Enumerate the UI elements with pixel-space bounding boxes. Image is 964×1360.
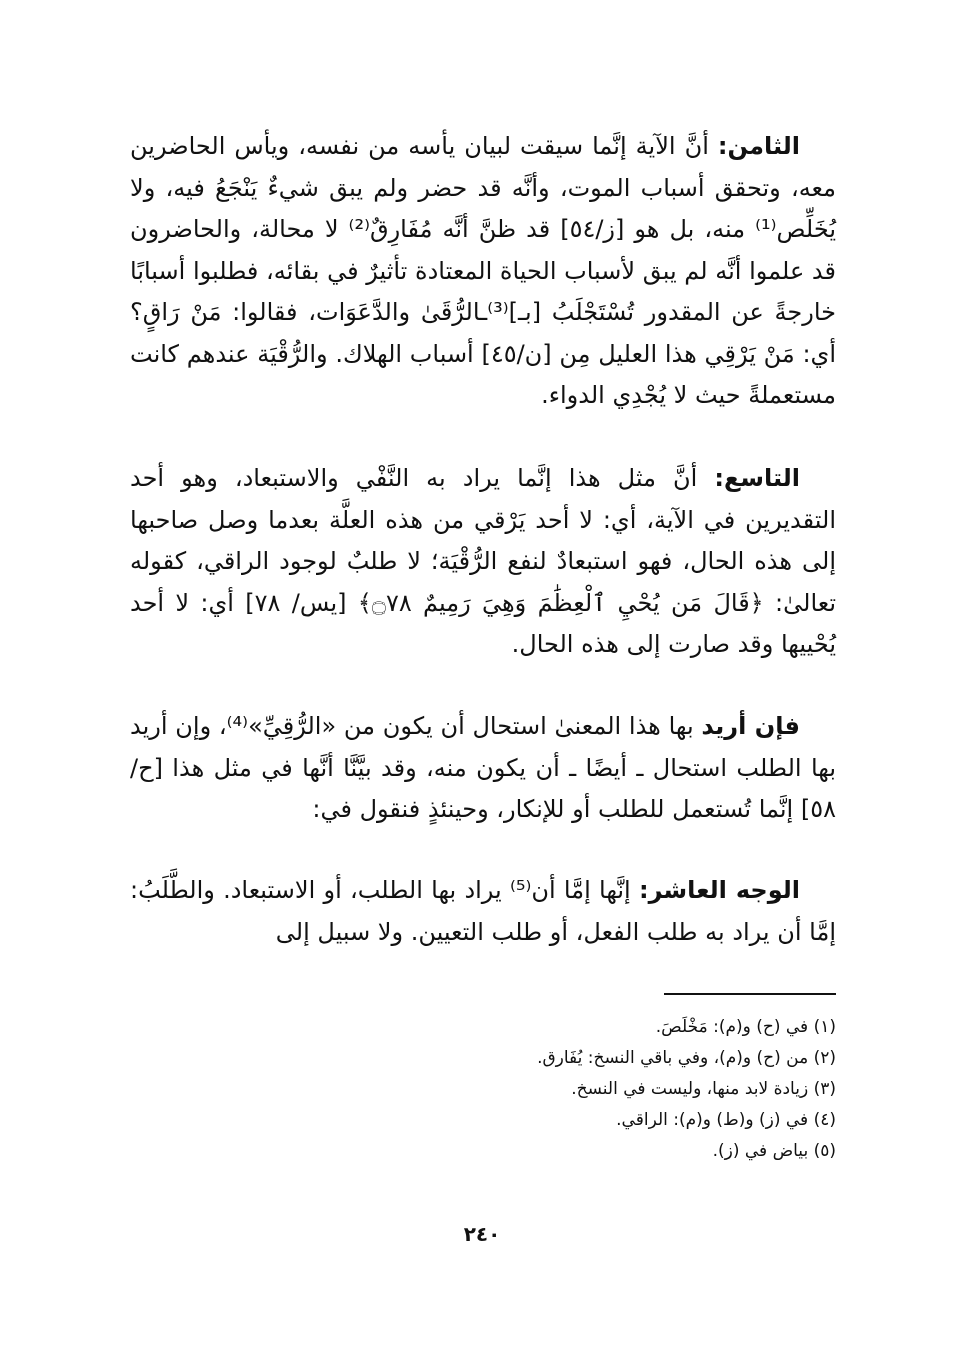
paragraph-heading: التاسع:: [714, 464, 800, 492]
paragraph-text: إنَّها إمَّا أن⁽⁵⁾ يراد بها الطلب، أو الاستبعاد. والطَّلَبُ: إمَّا أن يراد به طلب الفعل، أو طلب التعيين. ولا سبيل إلى: [130, 876, 836, 946]
paragraph-tenth: [130, 870, 836, 953]
footnote-1: (١) في (ح) و(م): مَخْلَصَ.: [655, 1017, 836, 1037]
paragraph-heading: الثامن:: [717, 132, 800, 160]
paragraph-text: أنَّ مثل هذا إنَّما يراد به النَّفْي والاستبعاد، وهو أحد التقديرين في الآية، أي: لا أحد يَرْقي من هذه العلَّة بعدما وصل صاحبها إلى هذه الحال، فهو استبعادٌ لنفع الرُّقْيَة؛ لا طلبٌ لوجود الراقي، كقوله تعالىٰ: ﴿قَالَ مَن يُحْيِ ٱلْعِظَٰمَ وَهِيَ رَمِيمٌ ۝٧٨﴾ [يس/ ٧٨] أي: لا أحد يُحْييها وقد صارت إلى هذه الحال.: [130, 464, 837, 658]
paragraph-heading: الوجه العاشر:: [638, 876, 800, 904]
paragraph-if-intended: [130, 706, 836, 831]
footnote-3: (٣) زيادة لابد منها، وليست في النسخ.: [571, 1079, 836, 1099]
main-text: [130, 126, 836, 417]
main-text-3: [130, 706, 836, 831]
footnote-5: (٥) بياض في (ز).: [712, 1141, 836, 1161]
main-text-4: [130, 870, 836, 953]
paragraph-text: أنَّ الآية إنَّما سيقت لبيان يأسه من نفسه، ويأس الحاضرين معه، وتحقق أسباب الموت، وأنَّه قد حضر ولم يبق شيءٌ يَنْجَعُ فيه، ولا يُخَلِّص⁽¹⁾ منه، بل هو [ز/٥٤] قد ظنَّ أنَّه مُفَارِقٌ⁽²⁾ لا محالة، والحاضرون قد علموا أنَّه لم يبق لأسباب الحياة المعتادة تأثيرٌ في بقائه، فطلبوا أسبابًا خارجةً عن المقدور تُسْتَجْلَبُ [بـ]⁽³⁾ـالرُّقَىٰ والدَّعَوَات، فقالوا: مَنْ رَاقٍ؟ أي: مَنْ يَرْقِي هذا العليل مِن [ن/٤٥] أسباب الهلاك. والرُّقْيَة عندهم كانت مستعملةً حيث لا يُجْدِي الدواء.: [130, 132, 837, 409]
footnotes: [130, 1012, 836, 1167]
page-number: ٢٤٠: [463, 1222, 501, 1246]
footnote-2: (٢) من (ح) و(م)، وفي باقي النسخ: يُفَارق.: [537, 1048, 836, 1068]
paragraph-text: بها هذا المعنىٰ استحال أن يكون من «الرُّقِيِّ»⁽⁴⁾، وإن أريد بها الطلب استحال ـ أيضًا ـ أن يكون منه، وقد بيَّنَّا أنَّها في مثل هذا [ح/٥٨] إنَّما تُستعمل للطلب أو للإنكار، وحينئذٍ فنقول في:: [130, 712, 836, 823]
main-text-2: [130, 458, 836, 666]
paragraph-ninth: [130, 458, 836, 666]
paragraph-heading: فإن أريد: [701, 712, 800, 740]
paragraph-eighth: [130, 126, 836, 417]
footnote-4: (٤) في (ز) و(ط) و(م): الراقي.: [616, 1110, 836, 1130]
footnote-separator: [664, 993, 836, 995]
